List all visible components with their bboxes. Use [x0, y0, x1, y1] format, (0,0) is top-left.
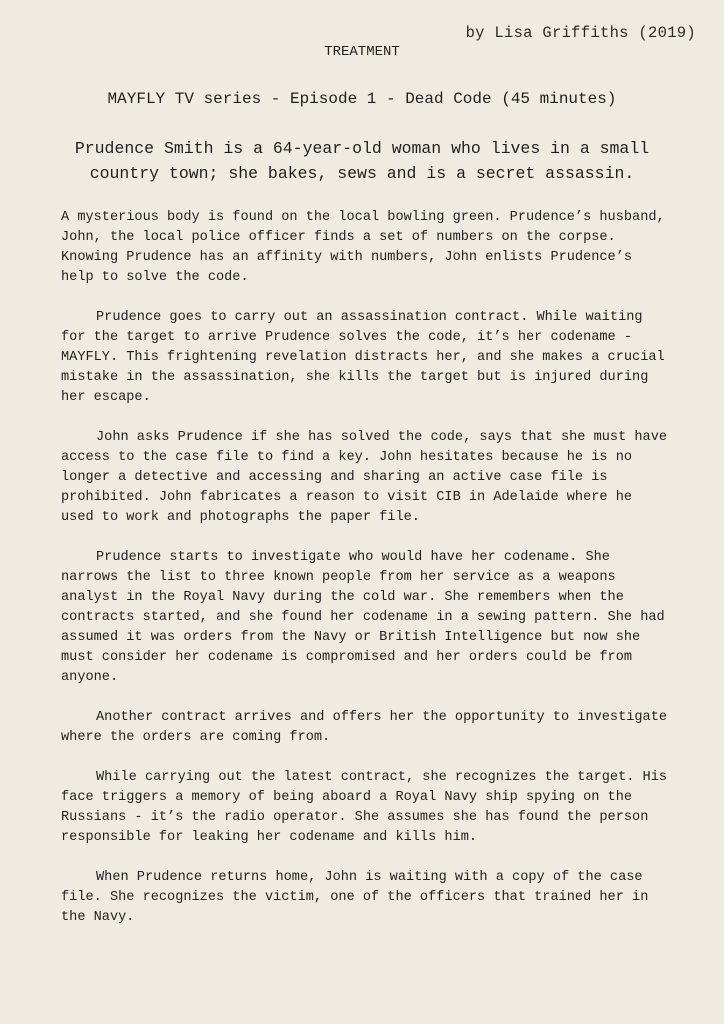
- treatment-body: [61, 208, 676, 948]
- document-type-heading: TREATMENT: [324, 44, 400, 60]
- paragraph-1: A mysterious body is found on the local bowling green. Prudence’s husband, John, the local police officer finds a set of numbers on the corpse. Knowing Prudence has an affinity with numbers, John enlists Prudence’s help to solve the code.: [61, 210, 673, 285]
- paragraph-2: Prudence goes to carry out an assassination contract. While waiting for the target to arrive Prudence solves the code, it’s her codename - MAYFLY. This frightening revelation distracts her, and she makes a crucial mistake in the assassination, she kills the target but is injured during her escape.: [61, 310, 673, 405]
- paragraph-5: Another contract arrives and offers her the opportunity to investigate where the orders are coming from.: [61, 710, 676, 745]
- logline: Prudence Smith is a 64-year-old woman who lives in a small country town; she bakes, sews and is a secret assassin.: [74, 139, 650, 183]
- paragraph-4: Prudence starts to investigate who would have her codename. She narrows the list to three known people from her service as a weapons analyst in the Royal Navy during the cold war. She remembers when the contracts started, and she found her codename in a sewing pattern. She had assumed it was orders from the Navy or British Intelligence but now she must consider her codename is compromised and her orders could be from anyone.: [61, 550, 673, 685]
- paragraph-6: While carrying out the latest contract, she recognizes the target. His face triggers a memory of being aboard a Royal Navy ship spying on the Russians - it’s the radio operator. She assumes she has found the person responsible for leaking her codename and kills him.: [61, 770, 676, 845]
- episode-title: MAYFLY TV series - Episode 1 - Dead Code (45 minutes): [107, 90, 617, 108]
- paragraph-7: When Prudence returns home, John is waiting with a copy of the case file. She recognizes the victim, one of the officers that trained her in the Navy.: [61, 870, 657, 925]
- author-byline: by Lisa Griffiths (2019): [465, 24, 696, 42]
- paragraph-3: John asks Prudence if she has solved the code, says that she must have access to the case file to find a key. John hesitates because he is no longer a detective and accessing and sharing an active case file is prohibited. John fabricates a reason to visit CIB in Adelaide where he used to work and photographs the paper file.: [61, 430, 676, 525]
